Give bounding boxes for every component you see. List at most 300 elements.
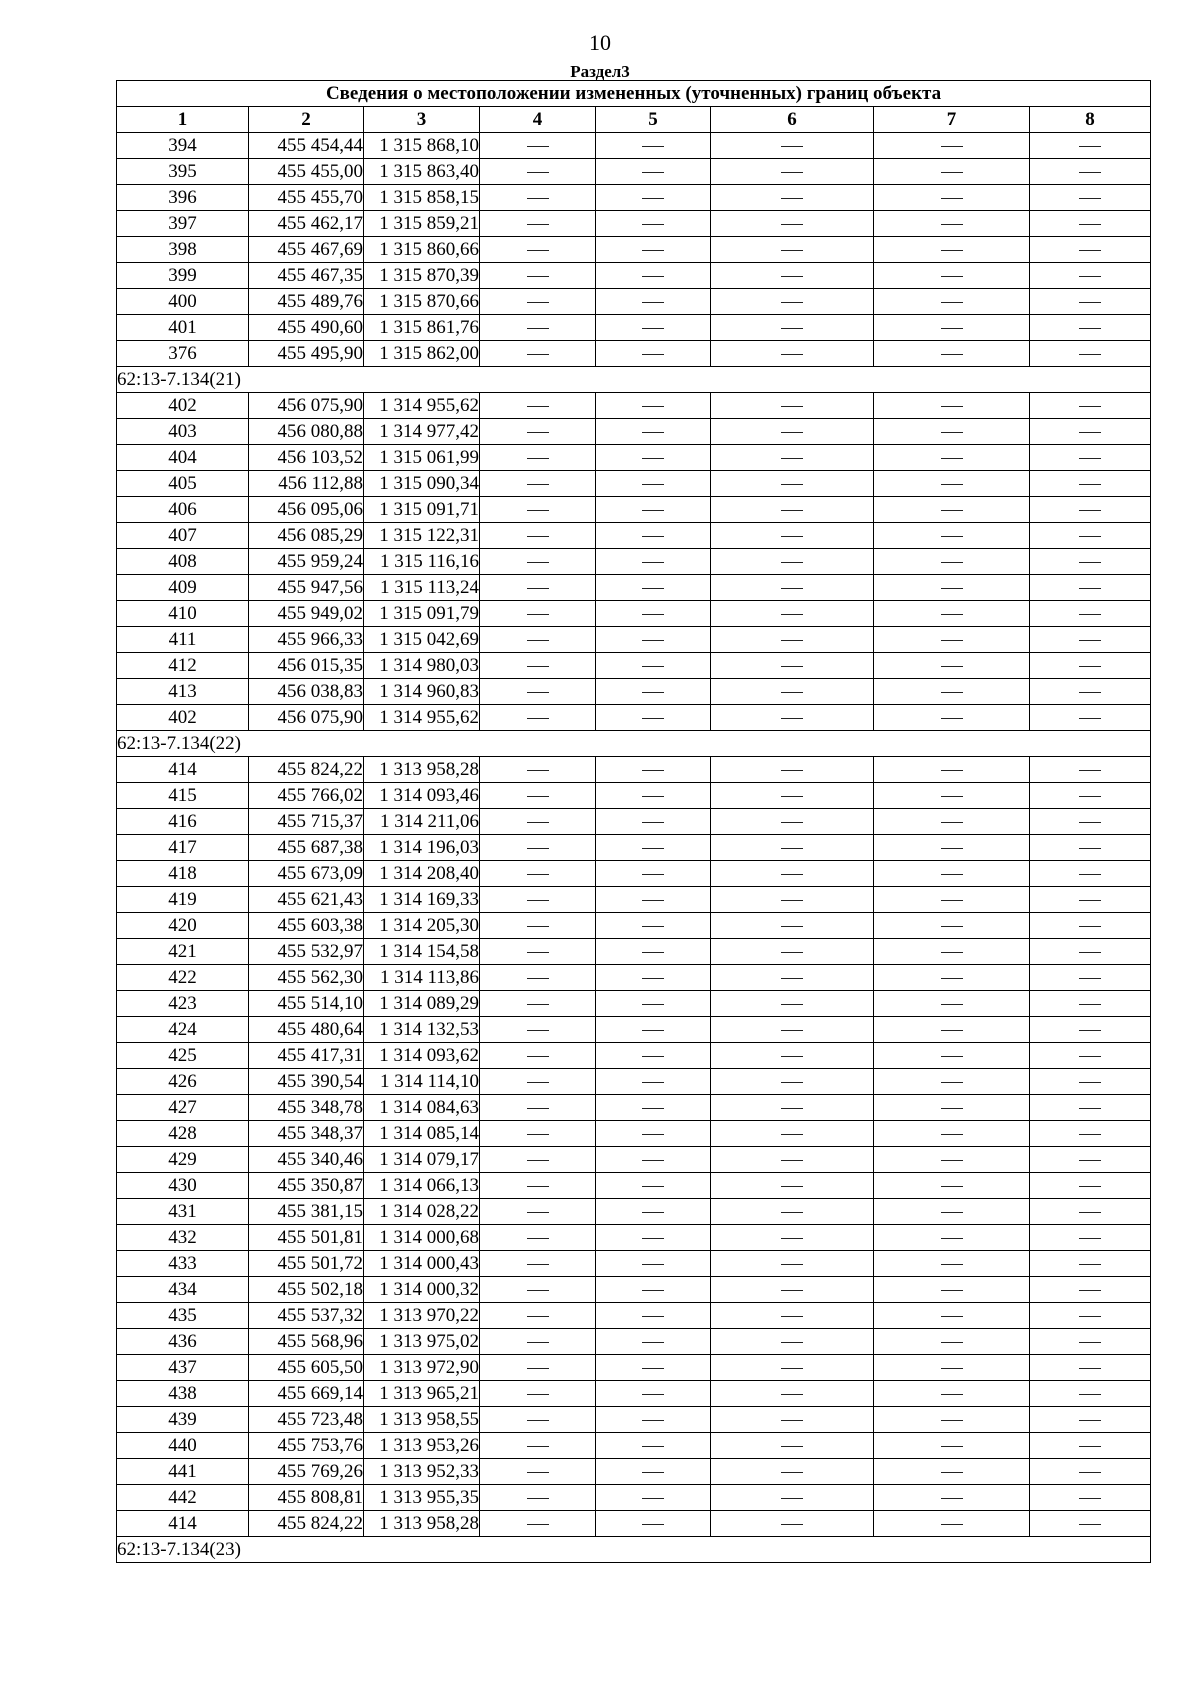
- empty-cell-dash: [480, 1511, 596, 1537]
- empty-cell-dash: [874, 679, 1030, 705]
- table-row: [117, 211, 1151, 237]
- table-row: [117, 419, 1151, 445]
- empty-cell-dash: [711, 575, 874, 601]
- dash-mark: [781, 1264, 803, 1265]
- table-row: [117, 1277, 1151, 1303]
- empty-cell-dash: [480, 1121, 596, 1147]
- dash-mark: [781, 1238, 803, 1239]
- coordinate-y: 1 313 955,35: [364, 1485, 480, 1511]
- dash-mark: [941, 718, 963, 719]
- empty-cell-dash: [711, 783, 874, 809]
- empty-cell-dash: [874, 1095, 1030, 1121]
- empty-cell-dash: [596, 393, 711, 419]
- empty-cell-dash: [1030, 939, 1151, 965]
- coordinate-x: 455 824,22: [249, 757, 364, 783]
- dash-mark: [527, 900, 549, 901]
- point-number: 416: [117, 809, 249, 835]
- empty-cell-dash: [874, 1225, 1030, 1251]
- dash-mark: [781, 1108, 803, 1109]
- coordinate-y: 1 315 860,66: [364, 237, 480, 263]
- dash-mark: [781, 770, 803, 771]
- empty-cell-dash: [480, 523, 596, 549]
- point-number: 413: [117, 679, 249, 705]
- dash-mark: [527, 536, 549, 537]
- empty-cell-dash: [711, 1407, 874, 1433]
- column-header: 3: [364, 107, 480, 133]
- dash-mark: [1079, 1342, 1101, 1343]
- column-header: 5: [596, 107, 711, 133]
- empty-cell-dash: [711, 393, 874, 419]
- empty-cell-dash: [1030, 341, 1151, 367]
- empty-cell-dash: [480, 185, 596, 211]
- dash-mark: [642, 1238, 664, 1239]
- empty-cell-dash: [480, 445, 596, 471]
- empty-cell-dash: [711, 1043, 874, 1069]
- empty-cell-dash: [874, 1251, 1030, 1277]
- point-number: 433: [117, 1251, 249, 1277]
- empty-cell-dash: [711, 549, 874, 575]
- dash-mark: [527, 588, 549, 589]
- coordinate-x: 455 605,50: [249, 1355, 364, 1381]
- empty-cell-dash: [1030, 523, 1151, 549]
- table-row: [117, 705, 1151, 731]
- empty-cell-dash: [480, 211, 596, 237]
- dash-mark: [527, 276, 549, 277]
- empty-cell-dash: [596, 705, 711, 731]
- dash-mark: [1079, 822, 1101, 823]
- table-row: [117, 159, 1151, 185]
- empty-cell-dash: [596, 497, 711, 523]
- dash-mark: [1079, 510, 1101, 511]
- coordinate-x: 455 673,09: [249, 861, 364, 887]
- coordinate-x: 455 489,76: [249, 289, 364, 315]
- table-row: [117, 965, 1151, 991]
- dash-mark: [941, 510, 963, 511]
- dash-mark: [781, 198, 803, 199]
- dash-mark: [642, 1108, 664, 1109]
- dash-mark: [1079, 1524, 1101, 1525]
- column-header: 8: [1030, 107, 1151, 133]
- dash-mark: [527, 1290, 549, 1291]
- empty-cell-dash: [874, 1277, 1030, 1303]
- dash-mark: [642, 406, 664, 407]
- point-number: 427: [117, 1095, 249, 1121]
- empty-cell-dash: [596, 1251, 711, 1277]
- dash-mark: [941, 1108, 963, 1109]
- boundary-coordinates-table: [116, 80, 1151, 1563]
- dash-mark: [941, 978, 963, 979]
- dash-mark: [642, 822, 664, 823]
- dash-mark: [1079, 484, 1101, 485]
- empty-cell-dash: [480, 1277, 596, 1303]
- empty-cell-dash: [596, 341, 711, 367]
- coordinate-y: 1 314 000,43: [364, 1251, 480, 1277]
- dash-mark: [642, 1160, 664, 1161]
- dash-mark: [941, 1056, 963, 1057]
- empty-cell-dash: [874, 835, 1030, 861]
- dash-mark: [781, 640, 803, 641]
- empty-cell-dash: [480, 133, 596, 159]
- dash-mark: [642, 1212, 664, 1213]
- point-number: 407: [117, 523, 249, 549]
- point-number: 397: [117, 211, 249, 237]
- empty-cell-dash: [711, 653, 874, 679]
- dash-mark: [1079, 614, 1101, 615]
- empty-cell-dash: [1030, 497, 1151, 523]
- dash-mark: [642, 1472, 664, 1473]
- dash-mark: [781, 1186, 803, 1187]
- dash-mark: [781, 1394, 803, 1395]
- empty-cell-dash: [596, 185, 711, 211]
- coordinate-y: 1 315 113,24: [364, 575, 480, 601]
- dash-mark: [1079, 1446, 1101, 1447]
- coordinate-y: 1 315 090,34: [364, 471, 480, 497]
- dash-mark: [781, 796, 803, 797]
- dash-mark: [1079, 1056, 1101, 1057]
- coordinate-x: 456 075,90: [249, 393, 364, 419]
- empty-cell-dash: [874, 809, 1030, 835]
- point-number: 403: [117, 419, 249, 445]
- coordinate-x: 455 480,64: [249, 1017, 364, 1043]
- dash-mark: [527, 926, 549, 927]
- dash-mark: [941, 484, 963, 485]
- empty-cell-dash: [1030, 887, 1151, 913]
- dash-mark: [527, 484, 549, 485]
- empty-cell-dash: [711, 1433, 874, 1459]
- table-row: [117, 809, 1151, 835]
- empty-cell-dash: [596, 1303, 711, 1329]
- coordinate-y: 1 313 958,28: [364, 757, 480, 783]
- empty-cell-dash: [874, 1433, 1030, 1459]
- empty-cell-dash: [1030, 1407, 1151, 1433]
- dash-mark: [527, 1342, 549, 1343]
- empty-cell-dash: [711, 1277, 874, 1303]
- empty-cell-dash: [596, 445, 711, 471]
- dash-mark: [781, 874, 803, 875]
- dash-mark: [527, 1082, 549, 1083]
- empty-cell-dash: [711, 1095, 874, 1121]
- empty-cell-dash: [1030, 1329, 1151, 1355]
- dash-mark: [1079, 1264, 1101, 1265]
- coordinate-x: 455 501,81: [249, 1225, 364, 1251]
- empty-cell-dash: [874, 497, 1030, 523]
- dash-mark: [941, 874, 963, 875]
- empty-cell-dash: [874, 1329, 1030, 1355]
- dash-mark: [527, 1056, 549, 1057]
- table-row: [117, 575, 1151, 601]
- empty-cell-dash: [874, 1121, 1030, 1147]
- dash-mark: [1079, 224, 1101, 225]
- dash-mark: [527, 1420, 549, 1421]
- empty-cell-dash: [596, 1225, 711, 1251]
- dash-mark: [781, 588, 803, 589]
- dash-mark: [1079, 1420, 1101, 1421]
- coordinate-x: 455 467,69: [249, 237, 364, 263]
- dash-mark: [1079, 406, 1101, 407]
- dash-mark: [781, 692, 803, 693]
- dash-mark: [1079, 978, 1101, 979]
- empty-cell-dash: [596, 1147, 711, 1173]
- dash-mark: [527, 198, 549, 199]
- dash-mark: [781, 172, 803, 173]
- empty-cell-dash: [874, 1069, 1030, 1095]
- dash-mark: [1079, 1004, 1101, 1005]
- empty-cell-dash: [596, 315, 711, 341]
- empty-cell-dash: [874, 471, 1030, 497]
- dash-mark: [642, 510, 664, 511]
- coordinate-y: 1 313 965,21: [364, 1381, 480, 1407]
- point-number: 442: [117, 1485, 249, 1511]
- dash-mark: [642, 1082, 664, 1083]
- empty-cell-dash: [596, 1511, 711, 1537]
- empty-cell-dash: [1030, 1225, 1151, 1251]
- coordinate-x: 455 495,90: [249, 341, 364, 367]
- dash-mark: [941, 1004, 963, 1005]
- dash-mark: [527, 1004, 549, 1005]
- empty-cell-dash: [1030, 1147, 1151, 1173]
- point-number: 422: [117, 965, 249, 991]
- empty-cell-dash: [711, 705, 874, 731]
- dash-mark: [941, 1082, 963, 1083]
- dash-mark: [642, 1316, 664, 1317]
- table-row: [117, 1355, 1151, 1381]
- empty-cell-dash: [1030, 809, 1151, 835]
- coordinate-x: 455 532,97: [249, 939, 364, 965]
- empty-cell-dash: [1030, 159, 1151, 185]
- empty-cell-dash: [596, 1485, 711, 1511]
- table-row: [117, 783, 1151, 809]
- dash-mark: [527, 770, 549, 771]
- empty-cell-dash: [1030, 1173, 1151, 1199]
- dash-mark: [781, 900, 803, 901]
- point-number: 411: [117, 627, 249, 653]
- dash-mark: [781, 406, 803, 407]
- empty-cell-dash: [711, 1329, 874, 1355]
- point-number: 398: [117, 237, 249, 263]
- empty-cell-dash: [1030, 445, 1151, 471]
- table-row: [117, 991, 1151, 1017]
- dash-mark: [527, 1160, 549, 1161]
- empty-cell-dash: [711, 939, 874, 965]
- dash-mark: [527, 1316, 549, 1317]
- table-row: [117, 237, 1151, 263]
- empty-cell-dash: [480, 497, 596, 523]
- empty-cell-dash: [1030, 627, 1151, 653]
- empty-cell-dash: [1030, 1043, 1151, 1069]
- empty-cell-dash: [874, 653, 1030, 679]
- dash-mark: [527, 640, 549, 641]
- empty-cell-dash: [1030, 133, 1151, 159]
- dash-mark: [642, 666, 664, 667]
- empty-cell-dash: [480, 1355, 596, 1381]
- empty-cell-dash: [596, 471, 711, 497]
- table-row: [117, 653, 1151, 679]
- point-number: 436: [117, 1329, 249, 1355]
- empty-cell-dash: [711, 1069, 874, 1095]
- column-header: 4: [480, 107, 596, 133]
- dash-mark: [642, 640, 664, 641]
- coordinate-x: 455 669,14: [249, 1381, 364, 1407]
- empty-cell-dash: [874, 1459, 1030, 1485]
- point-number: 394: [117, 133, 249, 159]
- point-number: 432: [117, 1225, 249, 1251]
- empty-cell-dash: [1030, 653, 1151, 679]
- coordinate-x: 455 808,81: [249, 1485, 364, 1511]
- dash-mark: [642, 1134, 664, 1135]
- coordinate-y: 1 313 970,22: [364, 1303, 480, 1329]
- empty-cell-dash: [480, 315, 596, 341]
- table-row: [117, 315, 1151, 341]
- dash-mark: [941, 770, 963, 771]
- dash-mark: [527, 562, 549, 563]
- empty-cell-dash: [874, 1407, 1030, 1433]
- dash-mark: [642, 172, 664, 173]
- dash-mark: [642, 1004, 664, 1005]
- empty-cell-dash: [480, 1069, 596, 1095]
- empty-cell-dash: [711, 1459, 874, 1485]
- point-number: 417: [117, 835, 249, 861]
- dash-mark: [1079, 1108, 1101, 1109]
- dash-mark: [527, 432, 549, 433]
- coordinate-x: 455 715,37: [249, 809, 364, 835]
- dash-mark: [1079, 796, 1101, 797]
- coordinate-y: 1 314 000,68: [364, 1225, 480, 1251]
- empty-cell-dash: [874, 237, 1030, 263]
- dash-mark: [642, 1394, 664, 1395]
- coordinate-y: 1 315 858,15: [364, 185, 480, 211]
- coordinate-y: 1 314 132,53: [364, 1017, 480, 1043]
- dash-mark: [941, 640, 963, 641]
- dash-mark: [1079, 900, 1101, 901]
- empty-cell-dash: [1030, 1485, 1151, 1511]
- coordinate-y: 1 315 122,31: [364, 523, 480, 549]
- point-number: 434: [117, 1277, 249, 1303]
- coordinate-y: 1 314 955,62: [364, 705, 480, 731]
- dash-mark: [1079, 328, 1101, 329]
- dash-mark: [527, 848, 549, 849]
- empty-cell-dash: [711, 1225, 874, 1251]
- empty-cell-dash: [1030, 1069, 1151, 1095]
- dash-mark: [1079, 562, 1101, 563]
- empty-cell-dash: [874, 1303, 1030, 1329]
- dash-mark: [527, 1186, 549, 1187]
- empty-cell-dash: [596, 601, 711, 627]
- empty-cell-dash: [596, 1173, 711, 1199]
- point-number: 419: [117, 887, 249, 913]
- coordinate-y: 1 314 085,14: [364, 1121, 480, 1147]
- coordinate-x: 456 103,52: [249, 445, 364, 471]
- empty-cell-dash: [874, 1381, 1030, 1407]
- empty-cell-dash: [711, 627, 874, 653]
- dash-mark: [642, 1030, 664, 1031]
- empty-cell-dash: [874, 1043, 1030, 1069]
- coordinate-x: 455 603,38: [249, 913, 364, 939]
- dash-mark: [1079, 1082, 1101, 1083]
- empty-cell-dash: [1030, 1381, 1151, 1407]
- dash-mark: [527, 406, 549, 407]
- empty-cell-dash: [711, 341, 874, 367]
- table-row: [117, 835, 1151, 861]
- dash-mark: [527, 302, 549, 303]
- coordinate-y: 1 315 091,79: [364, 601, 480, 627]
- table-row: [117, 393, 1151, 419]
- point-number: 415: [117, 783, 249, 809]
- empty-cell-dash: [711, 289, 874, 315]
- coordinate-x: 456 095,06: [249, 497, 364, 523]
- empty-cell-dash: [480, 549, 596, 575]
- dash-mark: [527, 1498, 549, 1499]
- dash-mark: [527, 614, 549, 615]
- coordinate-x: 455 467,35: [249, 263, 364, 289]
- dash-mark: [781, 1056, 803, 1057]
- dash-mark: [941, 1212, 963, 1213]
- dash-mark: [941, 432, 963, 433]
- empty-cell-dash: [711, 185, 874, 211]
- empty-cell-dash: [874, 289, 1030, 315]
- empty-cell-dash: [1030, 1303, 1151, 1329]
- coordinate-x: 455 769,26: [249, 1459, 364, 1485]
- coordinate-x: 455 417,31: [249, 1043, 364, 1069]
- dash-mark: [527, 172, 549, 173]
- group-header-row: [117, 1537, 1151, 1563]
- column-header: 7: [874, 107, 1030, 133]
- empty-cell-dash: [1030, 289, 1151, 315]
- empty-cell-dash: [711, 1017, 874, 1043]
- column-header: 2: [249, 107, 364, 133]
- empty-cell-dash: [480, 1433, 596, 1459]
- dash-mark: [642, 276, 664, 277]
- dash-mark: [642, 614, 664, 615]
- empty-cell-dash: [1030, 1459, 1151, 1485]
- empty-cell-dash: [480, 809, 596, 835]
- table-row: [117, 1407, 1151, 1433]
- dash-mark: [781, 848, 803, 849]
- dash-mark: [941, 666, 963, 667]
- table-row: [117, 263, 1151, 289]
- empty-cell-dash: [711, 861, 874, 887]
- point-number: 418: [117, 861, 249, 887]
- table-caption: Сведения о местоположении измененных (уточненных) границ объекта: [117, 81, 1151, 107]
- empty-cell-dash: [1030, 679, 1151, 705]
- dash-mark: [781, 1030, 803, 1031]
- table-row: [117, 1251, 1151, 1277]
- coordinate-y: 1 315 116,16: [364, 549, 480, 575]
- table-row: [117, 471, 1151, 497]
- dash-mark: [642, 224, 664, 225]
- coordinate-x: 455 723,48: [249, 1407, 364, 1433]
- empty-cell-dash: [480, 471, 596, 497]
- dash-mark: [1079, 1186, 1101, 1187]
- empty-cell-dash: [874, 965, 1030, 991]
- empty-cell-dash: [1030, 1199, 1151, 1225]
- dash-mark: [941, 1524, 963, 1525]
- empty-cell-dash: [711, 1251, 874, 1277]
- dash-mark: [527, 1134, 549, 1135]
- empty-cell-dash: [596, 783, 711, 809]
- table-row: [117, 341, 1151, 367]
- table-row: [117, 133, 1151, 159]
- dash-mark: [527, 1238, 549, 1239]
- dash-mark: [941, 172, 963, 173]
- group-label: 62:13-7.134(21): [117, 367, 1151, 393]
- dash-mark: [527, 1212, 549, 1213]
- empty-cell-dash: [711, 1199, 874, 1225]
- dash-mark: [642, 1498, 664, 1499]
- column-header: 6: [711, 107, 874, 133]
- table-row: [117, 601, 1151, 627]
- dash-mark: [781, 666, 803, 667]
- empty-cell-dash: [480, 965, 596, 991]
